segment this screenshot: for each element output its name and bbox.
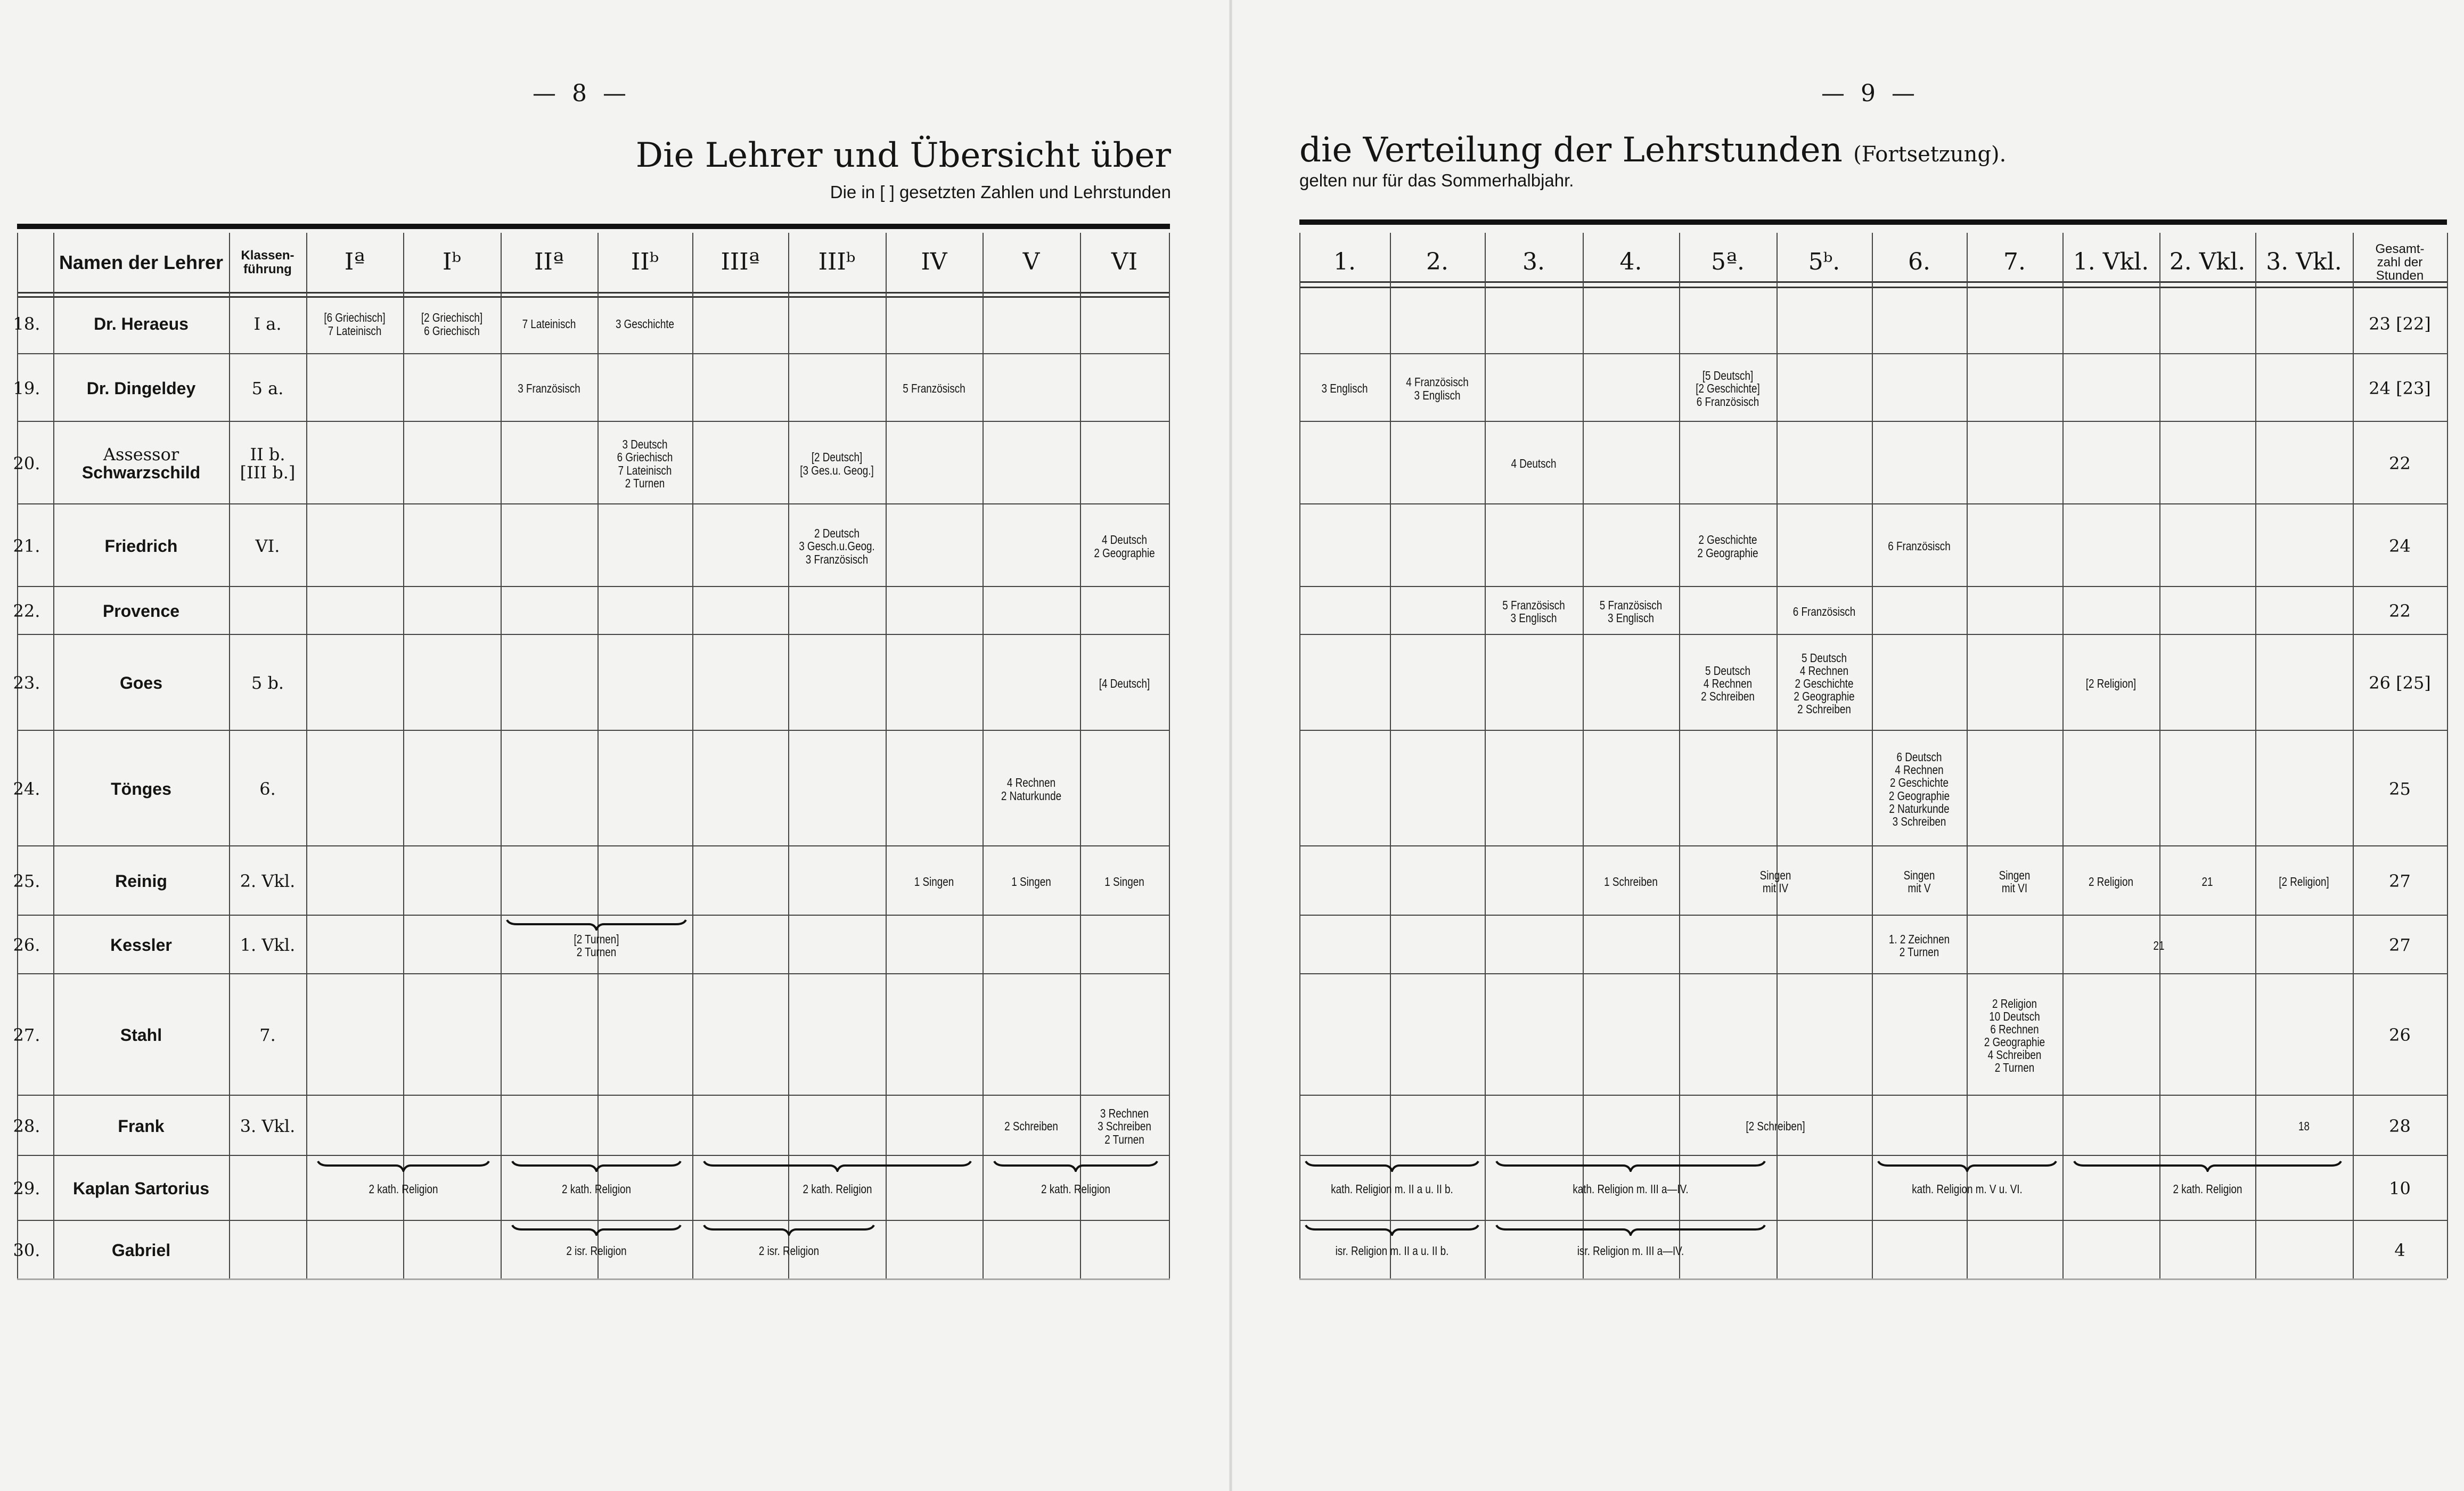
- schedule-cell: 18: [2298, 1119, 2310, 1134]
- table-bottom-left: [17, 1278, 1170, 1280]
- schedule-cell: 4 Französisch 3 Englisch: [1406, 375, 1469, 402]
- row-rule-right: [1299, 1155, 2447, 1156]
- total-hours: 26 [25]: [2369, 673, 2431, 694]
- schedule-cell: 2 kath. Religion: [1041, 1182, 1110, 1196]
- header-left-6: IIIª: [721, 248, 760, 276]
- row-number: 20.: [13, 453, 40, 474]
- teacher-name-text: Stahl: [120, 1025, 162, 1045]
- teacher-name: [53, 1158, 229, 1220]
- row-rule-left: [17, 421, 1170, 422]
- teacher-name-text: Dr. Heraeus: [94, 314, 189, 333]
- schedule-cell: [4 Deutsch]: [1099, 676, 1150, 690]
- row-number: 30.: [13, 1240, 40, 1261]
- schedule-cell: isr. Religion m. II a u. II b.: [1335, 1243, 1449, 1258]
- row-rule-right: [1299, 586, 2447, 587]
- schedule-cell: [2 Religion]: [2279, 874, 2329, 889]
- schedule-cell: 2 Religion 10 Deutsch 6 Rechnen 2 Geographie 4 Schreiben 2 Turnen: [1984, 996, 2045, 1075]
- row-rule-left: [17, 586, 1170, 587]
- schedule-cell: 1. 2 Zeichnen 2 Turnen: [1888, 932, 1950, 959]
- header-left-0: Namen der Lehrer: [59, 251, 224, 273]
- row-rule-left: [17, 634, 1170, 635]
- class-lead: 1. Vkl.: [240, 935, 296, 956]
- teacher-name-text: Schwarzschild: [81, 462, 201, 482]
- col-rule-right: [1967, 233, 1968, 1278]
- page-number-right: — 9 —: [1821, 80, 1919, 107]
- schedule-cell: isr. Religion m. III a—IV.: [1577, 1243, 1684, 1258]
- total-hours: 25: [2389, 778, 2411, 799]
- teacher-name: [53, 356, 229, 421]
- schedule-cell: 4 Deutsch 2 Geographie: [1094, 533, 1155, 560]
- schedule-cell: Singen mit VI: [1999, 868, 2031, 895]
- col-rule-right: [1679, 233, 1680, 1278]
- col-rule-left: [886, 233, 887, 1278]
- title-right-suffix: (Fortsetzung).: [1853, 142, 2007, 167]
- header-left-1: Klassen- führung: [241, 248, 294, 276]
- class-lead: 5 a.: [251, 378, 284, 398]
- rule-top-left: [17, 224, 1170, 229]
- header-right-3: 4.: [1619, 248, 1642, 276]
- col-rule-right: [2159, 233, 2160, 1278]
- schedule-cell: [2 Turnen] 2 Turnen: [574, 932, 619, 959]
- row-rule-right: [1299, 503, 2447, 504]
- col-rule-right: [2062, 233, 2064, 1278]
- schedule-cell: 1 Schreiben: [1604, 874, 1658, 889]
- row-number: 29.: [13, 1178, 40, 1199]
- book-gutter: [1229, 0, 1232, 1491]
- teacher-name-text: Frank: [118, 1116, 165, 1136]
- header-right-6: 6.: [1908, 248, 1930, 276]
- schedule-cell: 6 Deutsch 4 Rechnen 2 Geschichte 2 Geographie 2 Naturkunde 3 Schreiben: [1888, 750, 1950, 828]
- schedule-cell: kath. Religion m. II a u. II b.: [1331, 1182, 1453, 1196]
- row-rule-right: [1299, 353, 2447, 354]
- schedule-cell: 2 kath. Religion: [803, 1182, 872, 1196]
- class-lead: 5 b.: [251, 673, 284, 694]
- header-right-10: 3. Vkl.: [2266, 248, 2342, 276]
- teacher-name-text: Goes: [119, 673, 163, 693]
- class-lead: VI.: [255, 535, 280, 556]
- teacher-name-text: Reinig: [115, 871, 167, 891]
- teacher-name: [53, 976, 229, 1095]
- total-hours: 24 [23]: [2369, 378, 2431, 398]
- class-lead: 7.: [259, 1025, 276, 1046]
- teacher-name-text: Kessler: [110, 935, 172, 955]
- col-rule-right: [1299, 233, 1300, 1278]
- teacher-name: [53, 637, 229, 730]
- schedule-cell: 2 Geschichte 2 Geographie: [1697, 533, 1758, 560]
- teacher-name-text: Kaplan Sartorius: [72, 1179, 210, 1199]
- header-left-4: IIª: [534, 248, 564, 276]
- schedule-cell: kath. Religion m. V u. VI.: [1912, 1182, 2023, 1196]
- teacher-name: [53, 1223, 229, 1278]
- schedule-cell: 2 isr. Religion: [758, 1243, 820, 1258]
- teacher-name-text: Dr. Dingeldey: [86, 378, 196, 398]
- row-number: 28.: [13, 1115, 40, 1136]
- schedule-cell: [2 Griechisch] 6 Griechisch: [421, 311, 483, 338]
- col-rule-left: [983, 233, 984, 1278]
- teacher-name-text: Tönges: [111, 779, 171, 799]
- row-rule-right: [1299, 634, 2447, 635]
- schedule-cell: [6 Griechisch] 7 Lateinisch: [324, 311, 386, 338]
- row-rule-right: [1299, 915, 2447, 916]
- teacher-name: [53, 424, 229, 503]
- row-rule-left: [17, 503, 1170, 504]
- col-rule-left: [306, 233, 307, 1278]
- total-hours: 24: [2389, 535, 2411, 556]
- header-left-10: VI: [1111, 248, 1138, 276]
- schedule-cell: [2 Schreiben]: [1746, 1119, 1805, 1134]
- schedule-cell: 5 Deutsch 4 Rechnen 2 Geschichte 2 Geographie 2 Schreiben: [1794, 650, 1855, 716]
- header-rule-left: [17, 292, 1170, 294]
- header-right-5: 5ᵇ.: [1808, 248, 1840, 276]
- row-rule-right: [1299, 1220, 2447, 1221]
- schedule-cell: 7 Lateinisch: [522, 317, 576, 331]
- header-right-1: 2.: [1426, 248, 1448, 276]
- row-rule-right: [1299, 730, 2447, 731]
- teacher-name: [53, 733, 229, 845]
- row-rule-left: [17, 915, 1170, 916]
- schedule-cell: 6 Französisch: [1888, 539, 1951, 553]
- header-right-8: 1. Vkl.: [2073, 248, 2149, 276]
- schedule-cell: 5 Deutsch 4 Rechnen 2 Schreiben: [1701, 663, 1755, 704]
- header-left-8: IV: [921, 248, 947, 276]
- schedule-cell: 2 kath. Religion: [369, 1182, 438, 1196]
- row-rule-left: [17, 1155, 1170, 1156]
- total-hours: 22: [2389, 453, 2411, 474]
- schedule-cell: 1 Singen: [914, 874, 954, 889]
- teacher-name: [53, 1098, 229, 1155]
- schedule-cell: 3 Geschichte: [615, 317, 675, 331]
- schedule-cell: [5 Deutsch] [2 Geschichte] 6 Französisch: [1696, 369, 1760, 409]
- col-rule-left: [692, 233, 693, 1278]
- schedule-cell: 1 Singen: [1104, 874, 1144, 889]
- row-number: 24.: [13, 778, 40, 799]
- row-rule-right: [1299, 1095, 2447, 1096]
- row-rule-left: [17, 730, 1170, 731]
- col-rule-right: [1583, 233, 1584, 1278]
- schedule-cell: 5 Französisch 3 Englisch: [1502, 598, 1565, 625]
- header-left-9: V: [1022, 248, 1040, 276]
- schedule-cell: Singen mit V: [1903, 868, 1935, 895]
- col-rule-left: [788, 233, 789, 1278]
- note-right: gelten nur für das Sommerhalbjahr.: [1299, 170, 1574, 190]
- teacher-title: Assessor: [103, 444, 179, 465]
- row-number: 23.: [13, 673, 40, 694]
- page-title-left: Die Lehrer und Übersicht über: [635, 136, 1171, 175]
- schedule-cell: 4 Deutsch: [1511, 457, 1557, 471]
- schedule-cell: 3 Deutsch 6 Griechisch 7 Lateinisch 2 Turnen: [617, 437, 673, 490]
- row-rule-left: [17, 1095, 1170, 1096]
- schedule-cell: 3 Französisch: [518, 381, 580, 396]
- total-hours: 22: [2389, 601, 2411, 622]
- row-rule-right: [1299, 973, 2447, 974]
- col-rule-right: [1390, 233, 1391, 1278]
- teacher-name: [53, 295, 229, 353]
- schedule-cell: Singen mit IV: [1759, 868, 1791, 895]
- row-rule-right: [1299, 421, 2447, 422]
- header-left-2: Iª: [344, 248, 365, 276]
- class-lead: II b. [III b.]: [240, 444, 296, 483]
- total-hours: 10: [2389, 1178, 2411, 1199]
- note-left: Die in [ ] gesetzten Zahlen und Lehrstunden: [830, 182, 1171, 202]
- teacher-name: [53, 849, 229, 915]
- total-hours: 26: [2389, 1025, 2411, 1046]
- header-right-11: Gesamt- zahl der Stunden: [2375, 241, 2425, 283]
- header-right-7: 7.: [2003, 248, 2026, 276]
- header-right-4: 5ª.: [1711, 248, 1745, 276]
- class-lead: [229, 589, 306, 634]
- row-rule-left: [17, 845, 1170, 846]
- schedule-cell: 2 kath. Religion: [2173, 1182, 2242, 1196]
- header-right-2: 3.: [1522, 248, 1545, 276]
- schedule-cell: 5 Französisch 3 Englisch: [1599, 598, 1663, 625]
- row-rule-left: [17, 353, 1170, 354]
- class-lead: 3. Vkl.: [240, 1115, 296, 1136]
- col-rule-left: [597, 233, 599, 1278]
- row-number: 19.: [13, 378, 40, 398]
- schedule-cell: 6 Französisch: [1792, 604, 1856, 618]
- teacher-name: [53, 589, 229, 634]
- class-lead: [229, 1158, 306, 1220]
- schedule-cell: 4 Rechnen 2 Naturkunde: [1001, 776, 1062, 803]
- schedule-cell: 3 Rechnen 3 Schreiben 2 Turnen: [1098, 1106, 1151, 1146]
- col-rule-left: [501, 233, 502, 1278]
- row-rule-right: [1299, 845, 2447, 846]
- schedule-cell: 2 Deutsch 3 Gesch.u.Geog. 3 Französisch: [799, 526, 875, 566]
- schedule-cell: 3 Englisch: [1321, 381, 1368, 396]
- row-number: 18.: [13, 313, 40, 334]
- teacher-name-text: Friedrich: [104, 536, 178, 556]
- header-left-3: Iᵇ: [443, 248, 461, 276]
- total-hours: 23 [22]: [2369, 313, 2431, 334]
- row-rule-left: [17, 1220, 1170, 1221]
- rule-top-right: [1299, 219, 2447, 225]
- schedule-cell: 2 Schreiben: [1004, 1119, 1058, 1134]
- teacher-name: [53, 507, 229, 586]
- header-right-0: 1.: [1333, 248, 1356, 276]
- class-lead: [229, 1223, 306, 1278]
- header-left-7: IIIᵇ: [818, 248, 856, 276]
- table-bottom-right: [1299, 1278, 2447, 1280]
- total-hours: 4: [2394, 1240, 2405, 1261]
- schedule-cell: 2 isr. Religion: [566, 1243, 627, 1258]
- row-number: 22.: [13, 601, 40, 622]
- schedule-cell: kath. Religion m. III a—IV.: [1573, 1182, 1689, 1196]
- row-number: 26.: [13, 935, 40, 956]
- teacher-name-text: Gabriel: [111, 1241, 171, 1260]
- row-number: 21.: [13, 535, 40, 556]
- col-rule-left: [1169, 233, 1170, 1278]
- schedule-cell: [2 Deutsch] [3 Ges.u. Geog.]: [800, 450, 874, 477]
- total-hours: 27: [2389, 871, 2411, 892]
- class-lead: 2. Vkl.: [240, 871, 296, 892]
- schedule-cell: 21: [2153, 938, 2165, 952]
- schedule-cell: 2 kath. Religion: [561, 1182, 631, 1196]
- row-rule-left: [17, 973, 1170, 974]
- col-rule-right: [1485, 233, 1486, 1278]
- page-title-right: [1299, 131, 2006, 170]
- class-lead: 6.: [259, 778, 276, 799]
- total-hours: 28: [2389, 1115, 2411, 1136]
- schedule-cell: 2 Religion: [2089, 874, 2133, 889]
- schedule-cell: [2 Religion]: [2085, 676, 2136, 690]
- teacher-name-text: Provence: [102, 601, 180, 621]
- page-number-left: — 8 —: [533, 80, 631, 107]
- total-hours: 27: [2389, 935, 2411, 956]
- schedule-cell: 1 Singen: [1011, 874, 1051, 889]
- col-rule-right: [1872, 233, 1873, 1278]
- header-left-5: IIᵇ: [631, 248, 659, 276]
- class-lead: I a.: [253, 313, 282, 334]
- row-number: 25.: [13, 871, 40, 892]
- col-rule-left: [403, 233, 404, 1278]
- schedule-cell: 5 Französisch: [903, 381, 965, 396]
- col-rule-right: [2255, 233, 2256, 1278]
- col-rule-right: [2447, 233, 2448, 1278]
- teacher-name: [53, 918, 229, 973]
- row-number: 27.: [13, 1025, 40, 1046]
- header-right-9: 2. Vkl.: [2169, 248, 2246, 276]
- schedule-cell: 21: [2201, 874, 2213, 889]
- col-rule-left: [1080, 233, 1081, 1278]
- title-right-text: die Verteilung der Lehrstunden: [1299, 131, 1843, 170]
